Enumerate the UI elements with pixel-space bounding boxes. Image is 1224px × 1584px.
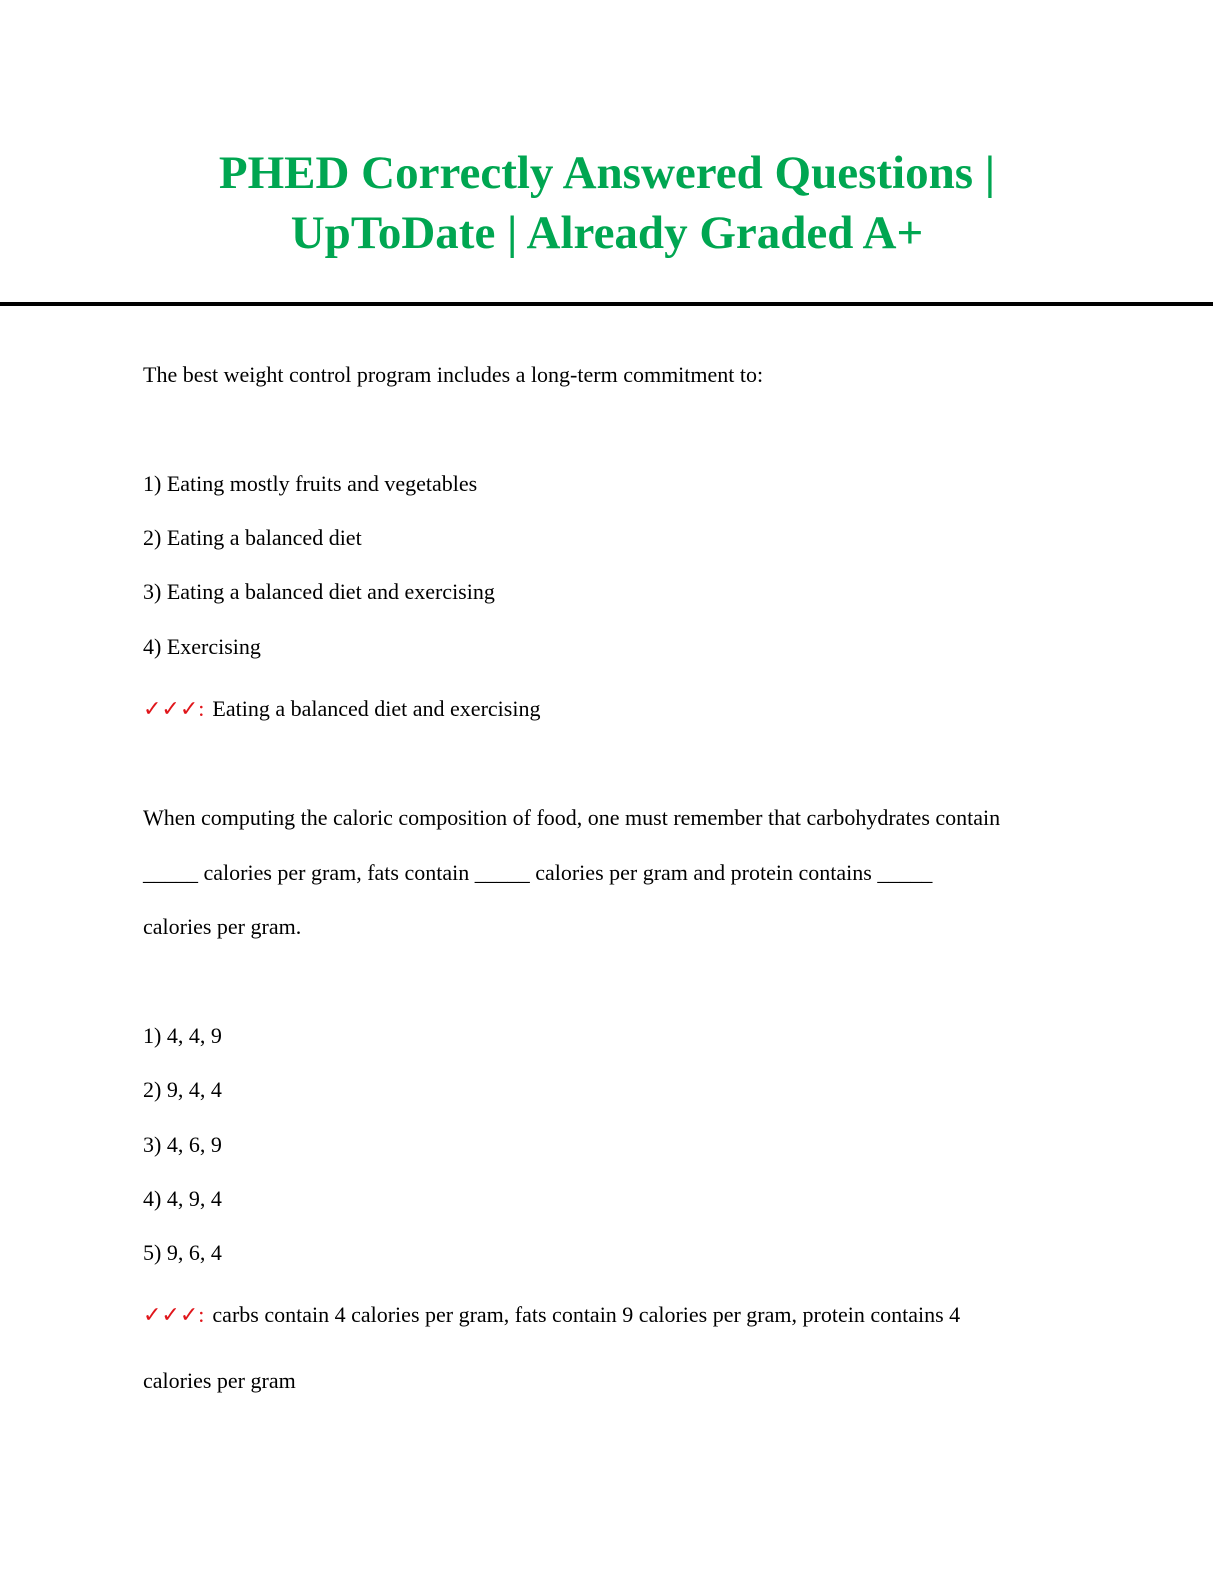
question-2-answer (143, 1301, 960, 1329)
checkmark-icon: ✓✓✓: (143, 696, 205, 721)
title-divider (0, 302, 1213, 306)
question-2-answer-text-line-1: carbs contain 4 calories per gram, fats contain 9 calories per gram, protein contains 4 (212, 1302, 961, 1327)
question-1-text: The best weight control program includes a long-term commitment to: (143, 362, 764, 387)
checkmark-icon: ✓✓✓: (143, 1302, 205, 1327)
title-line-2: UpToDate | Already Graded A+ (290, 207, 924, 259)
question-1-option-2: 2) Eating a balanced diet (143, 525, 362, 550)
question-2-option-1: 1) 4, 4, 9 (143, 1023, 222, 1048)
question-1-option-3: 3) Eating a balanced diet and exercising (143, 579, 495, 604)
question-1-answer-text: Eating a balanced diet and exercising (212, 696, 541, 721)
question-1-option-1: 1) Eating mostly fruits and vegetables (143, 471, 478, 496)
title-line-1: PHED Correctly Answered Questions | (218, 147, 996, 199)
question-2-text-line-3: calories per gram. (143, 914, 302, 939)
question-2-option-3: 3) 4, 6, 9 (143, 1132, 222, 1157)
question-2-answer-text-line-2: calories per gram (143, 1368, 296, 1393)
question-1-option-4: 4) Exercising (143, 634, 261, 659)
question-1-answer (143, 695, 540, 723)
question-2-option-2: 2) 9, 4, 4 (143, 1077, 222, 1102)
question-2-option-5: 5) 9, 6, 4 (143, 1240, 222, 1265)
document-title (0, 143, 1214, 263)
question-2-text-line-2: _____ calories per gram, fats contain _____ calories per gram and protein contains _____ (143, 860, 933, 885)
question-2-text-line-1: When computing the caloric composition of food, one must remember that carbohydrates contain (143, 805, 1001, 830)
question-2-option-4: 4) 4, 9, 4 (143, 1186, 222, 1211)
